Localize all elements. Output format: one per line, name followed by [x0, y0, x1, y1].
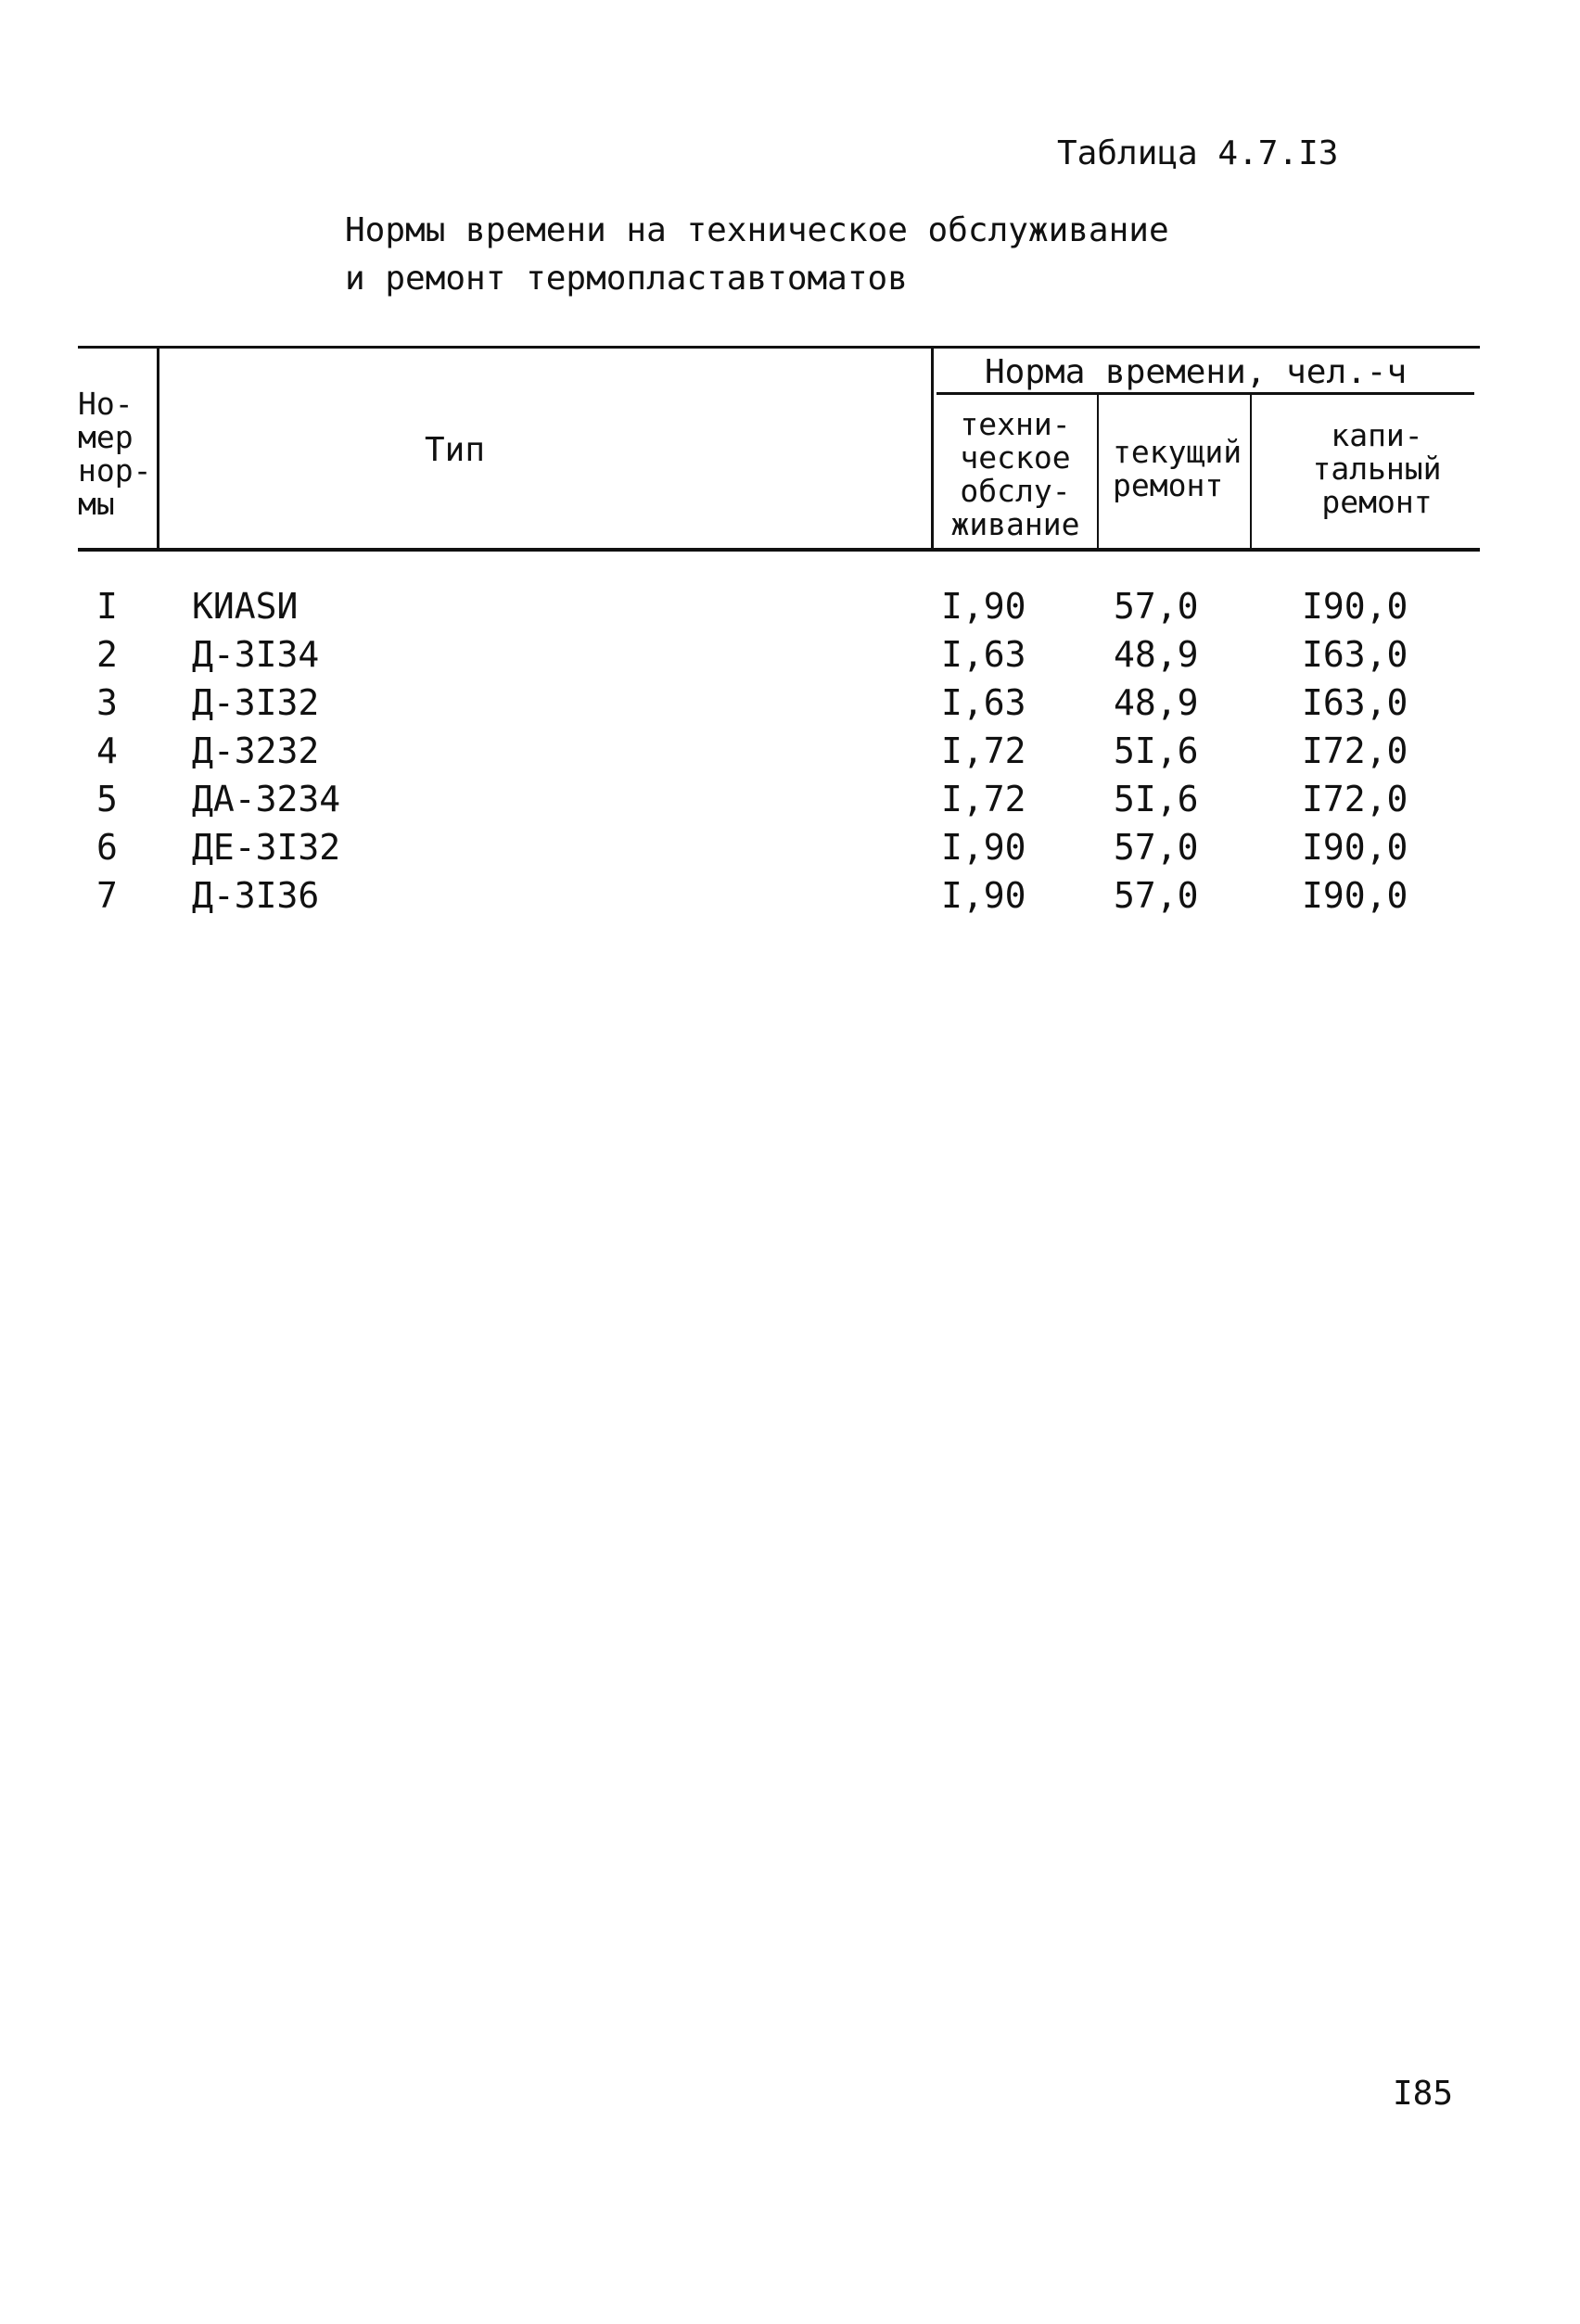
header-maintenance: техни- ческое обслу- живание	[950, 406, 1080, 542]
row-maintenance: I,90	[941, 875, 1026, 916]
row-current-repair: 57,0	[1114, 586, 1199, 627]
row-maintenance: I,63	[941, 634, 1026, 675]
table-row	[0, 682, 1580, 730]
table-title-line-1: Нормы времени на техническое обслуживание	[345, 211, 1169, 249]
header-capital-repair: капи- тальный ремонт	[1312, 417, 1442, 520]
header-type: Тип	[425, 431, 486, 469]
row-current-repair: 57,0	[1114, 875, 1199, 916]
row-current-repair: 5I,6	[1114, 730, 1199, 771]
header-bottom-rule	[78, 548, 1480, 552]
row-number: 6	[96, 827, 118, 868]
column-divider-num-type	[157, 349, 159, 551]
row-number: 4	[96, 730, 118, 771]
header-time-norm-group: Норма времени, чел.-ч	[985, 353, 1408, 391]
column-divider-type-norms	[931, 349, 934, 551]
table-row	[0, 875, 1580, 923]
row-number: I	[96, 586, 118, 627]
row-maintenance: I,90	[941, 586, 1026, 627]
table-title-line-2: и ремонт термопластавтоматов	[345, 260, 908, 298]
row-type: Д-3232	[192, 730, 320, 771]
row-maintenance: I,90	[941, 827, 1026, 868]
header-current-repair: текущий ремонт	[1113, 434, 1242, 503]
row-type: Д-3I34	[192, 634, 320, 675]
row-capital-repair: I90,0	[1302, 875, 1408, 916]
row-number: 3	[96, 682, 118, 723]
row-capital-repair: I72,0	[1302, 730, 1408, 771]
table-row	[0, 634, 1580, 682]
table-row	[0, 586, 1580, 634]
column-divider-tech-current	[1097, 395, 1099, 551]
table-row	[0, 730, 1580, 779]
group-header-underline	[937, 392, 1474, 395]
row-current-repair: 48,9	[1114, 634, 1199, 675]
row-maintenance: I,72	[941, 730, 1026, 771]
table-row	[0, 779, 1580, 827]
row-type: Д-3I32	[192, 682, 320, 723]
header-norm-number: Но- мер нор- мы	[78, 386, 152, 522]
row-type: КИАSИ	[192, 586, 299, 627]
row-capital-repair: I90,0	[1302, 827, 1408, 868]
table-row	[0, 827, 1580, 875]
row-type: ДА-3234	[192, 779, 341, 819]
table-number: Таблица 4.7.I3	[1057, 134, 1339, 172]
row-capital-repair: I72,0	[1302, 779, 1408, 819]
row-number: 7	[96, 875, 118, 916]
table-top-rule	[78, 346, 1480, 349]
row-capital-repair: I90,0	[1302, 586, 1408, 627]
row-capital-repair: I63,0	[1302, 634, 1408, 675]
row-type: ДЕ-3I32	[192, 827, 341, 868]
row-capital-repair: I63,0	[1302, 682, 1408, 723]
row-number: 5	[96, 779, 118, 819]
row-current-repair: 57,0	[1114, 827, 1199, 868]
row-type: Д-3I36	[192, 875, 320, 916]
row-current-repair: 5I,6	[1114, 779, 1199, 819]
page-number: I85	[1393, 2075, 1454, 2113]
row-maintenance: I,72	[941, 779, 1026, 819]
row-maintenance: I,63	[941, 682, 1026, 723]
row-number: 2	[96, 634, 118, 675]
row-current-repair: 48,9	[1114, 682, 1199, 723]
